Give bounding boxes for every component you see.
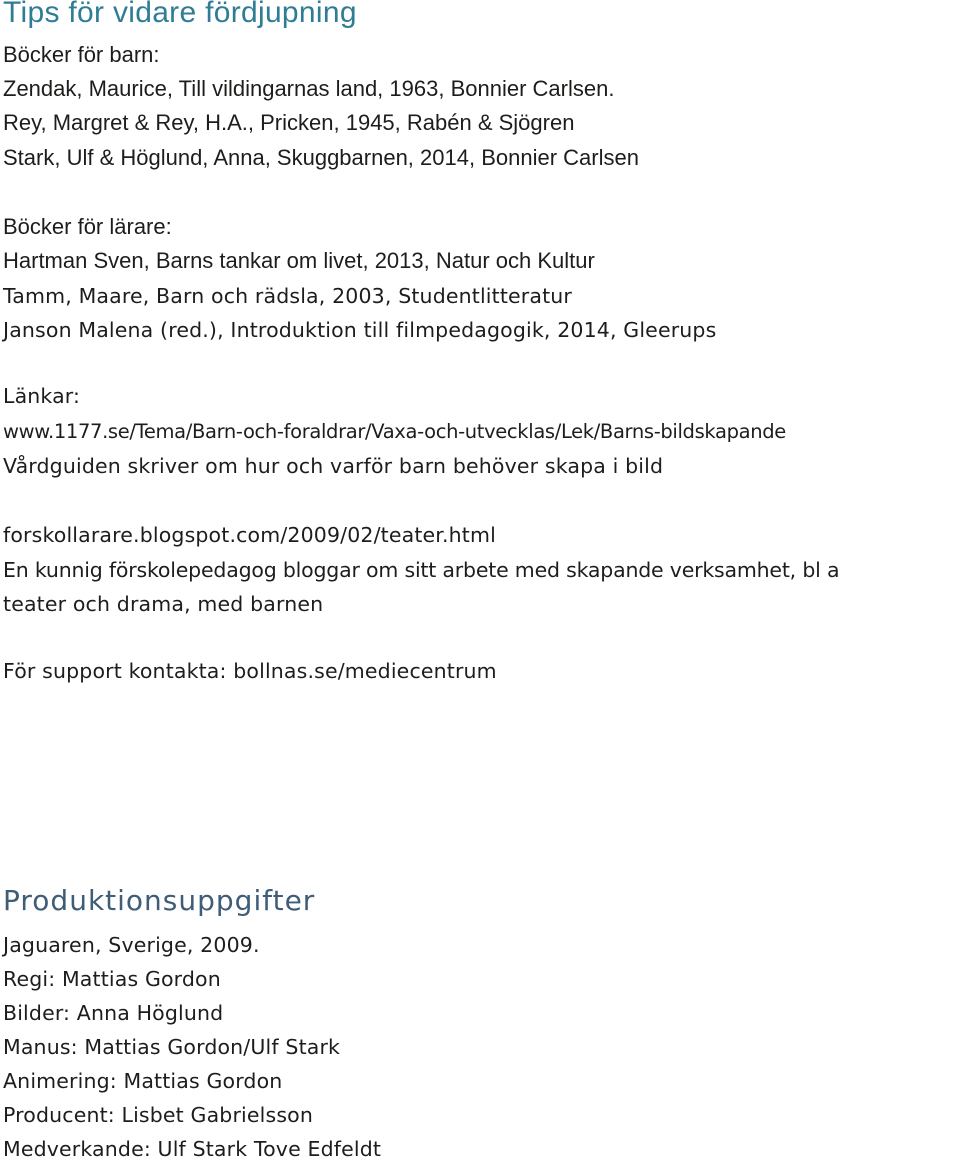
production-item: Regi: Mattias Gordon (3, 967, 221, 991)
production-item: Manus: Mattias Gordon/Ulf Stark (3, 1035, 341, 1059)
production-item: Bilder: Anna Höglund (3, 1001, 224, 1025)
production-item: Producent: Lisbet Gabrielsson (3, 1103, 313, 1127)
production-heading: Produktionsuppgifter (3, 884, 316, 917)
link-blog-description-continued: teater och drama, med barnen (3, 592, 324, 616)
teacher-book-item: Tamm, Maare, Barn och rädsla, 2003, Studentlitteratur (3, 284, 572, 308)
production-item: Medverkande: Ulf Stark Tove Edfeldt (3, 1137, 382, 1161)
links-heading: Länkar: (3, 384, 81, 408)
link-blog-description: En kunnig förskolepedagog bloggar om sitt arbete med skapande verksamhet, bl a (3, 558, 840, 582)
support-contact: För support kontakta: bollnas.se/mediecentrum (3, 659, 497, 683)
children-book-item: Rey, Margret & Rey, H.A., Pricken, 1945, Rabén & Sjögren (3, 110, 575, 135)
children-books-heading: Böcker för barn: (3, 42, 160, 67)
link-1177-url[interactable]: www.1177.se/Tema/Barn-och-foraldrar/Vaxa-och-utvecklas/Lek/Barns-bildskapande (3, 420, 786, 443)
teacher-book-item: Hartman Sven, Barns tankar om livet, 2013, Natur och Kultur (3, 248, 595, 273)
link-1177-description: Vårdguiden skriver om hur och varför barn behöver skapa i bild (3, 454, 664, 478)
production-item: Animering: Mattias Gordon (3, 1069, 283, 1093)
teacher-book-item: Janson Malena (red.), Introduktion till filmpedagogik, 2014, Gleerups (3, 318, 717, 342)
children-book-item: Stark, Ulf & Höglund, Anna, Skuggbarnen, 2014, Bonnier Carlsen (3, 145, 639, 170)
link-blog-url[interactable]: forskollarare.blogspot.com/2009/02/teater.html (3, 523, 496, 547)
tips-heading: Tips för vidare fördjupning (3, 0, 357, 29)
teacher-books-heading: Böcker för lärare: (3, 214, 172, 239)
children-book-item: Zendak, Maurice, Till vildingarnas land, 1963, Bonnier Carlsen. (3, 76, 615, 101)
production-item: Jaguaren, Sverige, 2009. (3, 933, 260, 957)
